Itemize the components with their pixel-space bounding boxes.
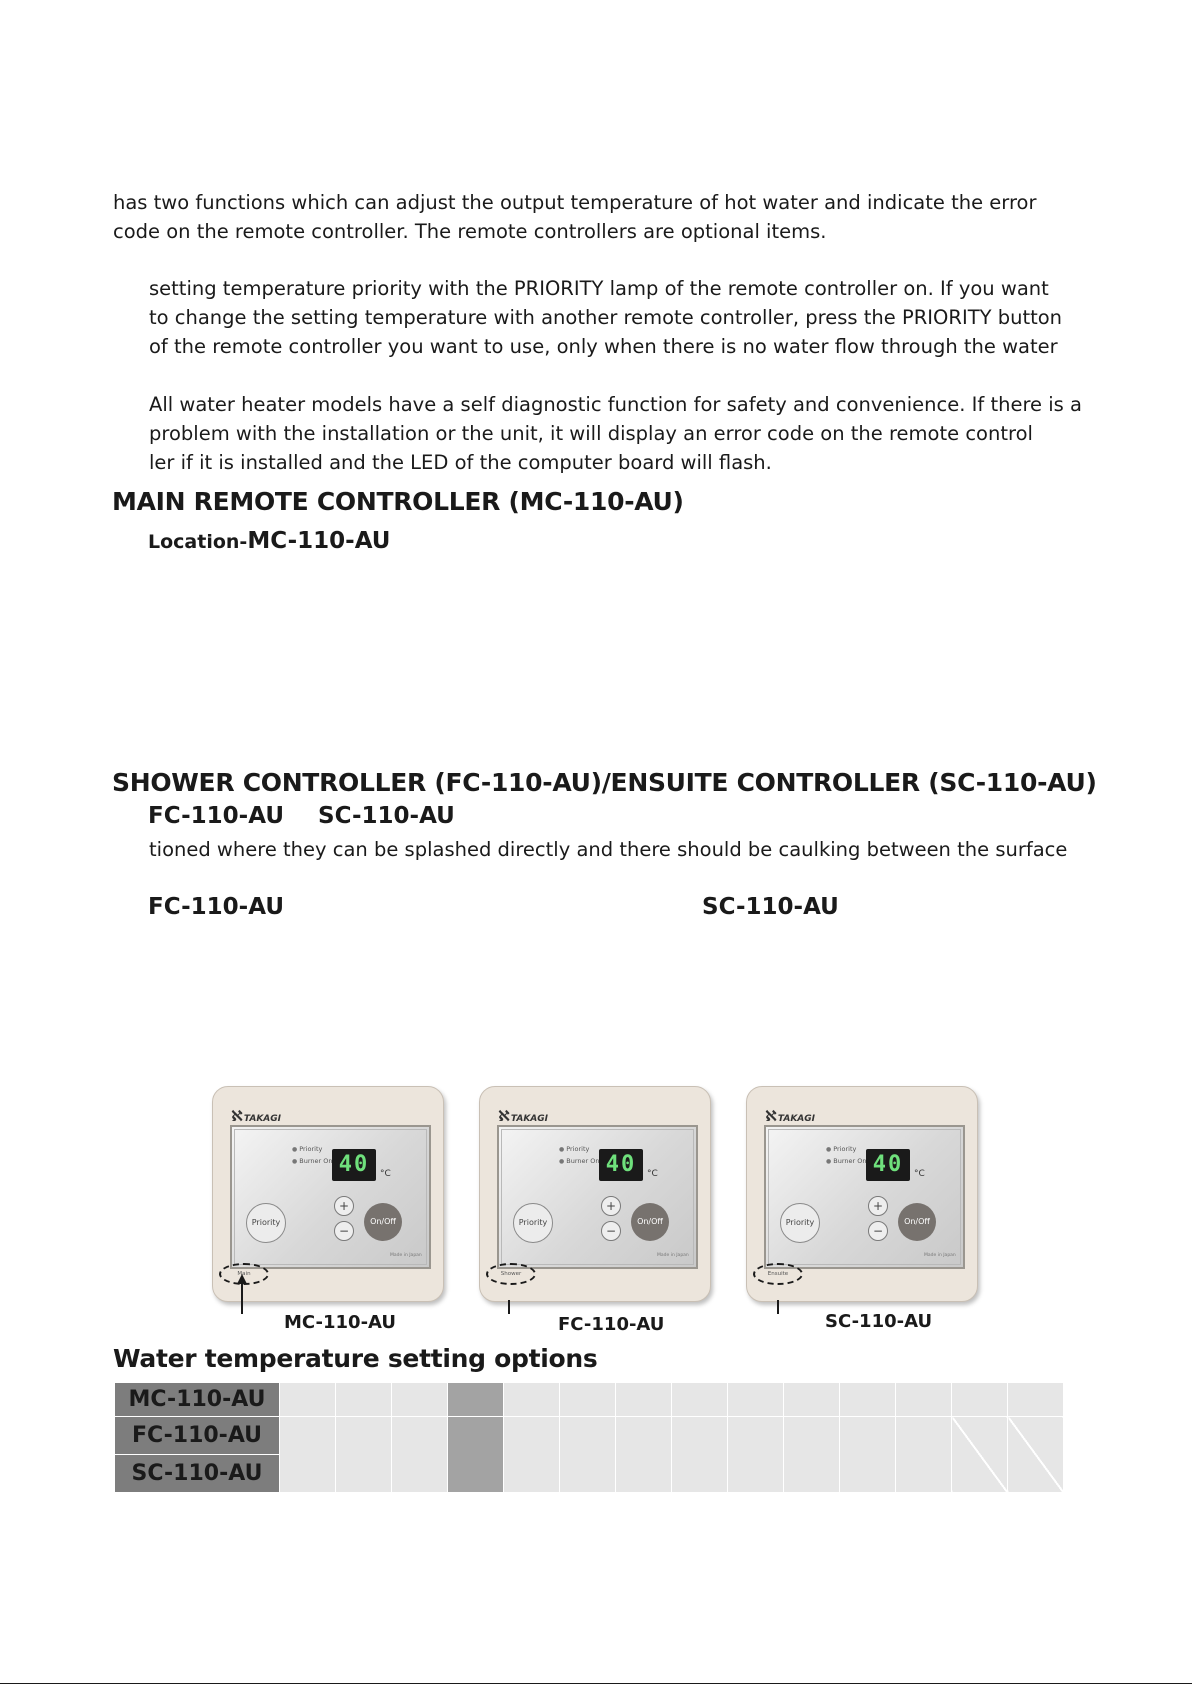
table-cell xyxy=(504,1417,560,1493)
location-line xyxy=(148,528,390,554)
controller-panel-shower xyxy=(479,1086,711,1302)
table-cell xyxy=(784,1383,840,1417)
temperature-display: 40 xyxy=(866,1149,910,1181)
priority-line-2: to change the setting temperature with another remote controller, press the PRIORITY button xyxy=(149,306,1063,329)
table-cell xyxy=(616,1417,672,1493)
table-cell xyxy=(672,1383,728,1417)
controller-faceplate xyxy=(497,1125,698,1269)
controller-faceplate xyxy=(230,1125,431,1269)
location-model: MC-110-AU xyxy=(247,528,391,554)
minus-button[interactable]: − xyxy=(868,1221,888,1241)
table-cell xyxy=(840,1383,896,1417)
takagi-logo: ℵTAKAGI xyxy=(765,1107,816,1125)
takagi-logo: ℵTAKAGI xyxy=(231,1107,282,1125)
temperature-display: 40 xyxy=(599,1149,643,1181)
table-cell xyxy=(336,1383,392,1417)
onoff-button[interactable]: On/Off xyxy=(364,1203,402,1241)
subheading-fc: FC-110-AU xyxy=(148,894,284,920)
takagi-logo-icon: ℵ xyxy=(231,1107,243,1125)
priority-button[interactable]: Priority xyxy=(513,1203,553,1243)
made-in-label: Made in Japan xyxy=(924,1253,956,1258)
made-in-label: Made in Japan xyxy=(390,1253,422,1258)
table-cell-na xyxy=(1008,1417,1064,1493)
celsius-unit: °C xyxy=(380,1169,391,1179)
row-header-fc: FC-110-AU xyxy=(115,1417,280,1455)
intro-line-2: code on the remote controller. The remote controllers are optional items. xyxy=(113,220,827,243)
pointer-line xyxy=(241,1282,243,1314)
plus-button[interactable]: + xyxy=(601,1196,621,1216)
table-cell-na xyxy=(952,1417,1008,1493)
takagi-logo-icon: ℵ xyxy=(765,1107,777,1125)
controller-faceplate xyxy=(764,1125,965,1269)
row-header-sc: SC-110-AU xyxy=(115,1455,280,1493)
main-controller-heading: MAIN REMOTE CONTROLLER (MC-110-AU) xyxy=(112,487,684,516)
controller-tag: Ensuite xyxy=(753,1263,803,1285)
caulking-line: tioned where they can be splashed directly and there should be caulking between the surface xyxy=(149,838,1068,861)
diag-line-2: problem with the installation or the unit, it will display an error code on the remote control xyxy=(149,422,1033,445)
takagi-logo-icon: ℵ xyxy=(498,1107,510,1125)
burner-lamp: ● Burner On xyxy=(826,1157,866,1165)
priority-lamp: ● Priority xyxy=(292,1145,322,1153)
onoff-button[interactable]: On/Off xyxy=(898,1203,936,1241)
priority-line-1: setting temperature priority with the PRIORITY lamp of the remote controller on. If you want xyxy=(149,277,1049,300)
burner-lamp: ● Burner On xyxy=(559,1157,599,1165)
temperature-options-heading: Water temperature setting options xyxy=(113,1344,598,1373)
page-bottom-rule xyxy=(0,1683,1192,1684)
priority-lamp: ● Priority xyxy=(826,1145,856,1153)
subheading-sc: SC-110-AU xyxy=(702,894,839,920)
table-cell xyxy=(840,1417,896,1493)
table-cell xyxy=(280,1417,336,1493)
shower-model-fc: FC-110-AU xyxy=(148,803,284,829)
location-prefix: Location- xyxy=(148,531,248,553)
temperature-options-table xyxy=(114,1382,1064,1493)
pointer-line xyxy=(508,1300,510,1314)
onoff-button[interactable]: On/Off xyxy=(631,1203,669,1241)
celsius-unit: °C xyxy=(647,1169,658,1179)
minus-button[interactable]: − xyxy=(601,1221,621,1241)
table-cell xyxy=(280,1383,336,1417)
burner-lamp: ● Burner On xyxy=(292,1157,332,1165)
table-cell xyxy=(392,1417,448,1493)
priority-button[interactable]: Priority xyxy=(780,1203,820,1243)
minus-button[interactable]: − xyxy=(334,1221,354,1241)
celsius-unit: °C xyxy=(914,1169,925,1179)
intro-line-1: has two functions which can adjust the output temperature of hot water and indicate the error xyxy=(113,191,1037,214)
table-cell xyxy=(560,1417,616,1493)
table-cell xyxy=(896,1417,952,1493)
table-cell xyxy=(336,1417,392,1493)
table-cell-highlight xyxy=(448,1417,504,1493)
table-cell xyxy=(392,1383,448,1417)
controller-label-shower: FC-110-AU xyxy=(558,1314,665,1335)
controller-tag: Shower xyxy=(486,1263,536,1285)
table-cell xyxy=(784,1417,840,1493)
table-cell xyxy=(560,1383,616,1417)
table-cell xyxy=(896,1383,952,1417)
pointer-line xyxy=(777,1300,779,1314)
controller-label-ensuite: SC-110-AU xyxy=(825,1311,933,1332)
plus-button[interactable]: + xyxy=(868,1196,888,1216)
row-header-mc: MC-110-AU xyxy=(115,1383,280,1417)
shower-model-sc: SC-110-AU xyxy=(318,803,455,829)
controller-label-main: MC-110-AU xyxy=(284,1312,397,1333)
controller-panel-main xyxy=(212,1086,444,1302)
table-cell xyxy=(504,1383,560,1417)
table-cell xyxy=(672,1417,728,1493)
table-cell xyxy=(728,1383,784,1417)
shower-controller-heading: SHOWER CONTROLLER (FC-110-AU)/ENSUITE CONTROLLER (SC-110-AU) xyxy=(112,768,1097,797)
takagi-logo: ℵTAKAGI xyxy=(498,1107,549,1125)
table-cell xyxy=(616,1383,672,1417)
temperature-display: 40 xyxy=(332,1149,376,1181)
table-cell xyxy=(1008,1383,1064,1417)
priority-line-3: of the remote controller you want to use, only when there is no water flow through the water xyxy=(149,335,1058,358)
controller-panel-ensuite xyxy=(746,1086,978,1302)
table-cell xyxy=(952,1383,1008,1417)
priority-lamp: ● Priority xyxy=(559,1145,589,1153)
table-row xyxy=(115,1383,1064,1417)
plus-button[interactable]: + xyxy=(334,1196,354,1216)
diag-line-3: ler if it is installed and the LED of the computer board will flash. xyxy=(149,451,772,474)
table-row xyxy=(115,1417,1064,1455)
table-cell xyxy=(728,1417,784,1493)
diag-line-1: All water heater models have a self diagnostic function for safety and convenience. If there is a xyxy=(149,393,1082,416)
priority-button[interactable]: Priority xyxy=(246,1203,286,1243)
table-cell-highlight xyxy=(448,1383,504,1417)
controller-tag: Main xyxy=(219,1263,269,1285)
made-in-label: Made in Japan xyxy=(657,1253,689,1258)
